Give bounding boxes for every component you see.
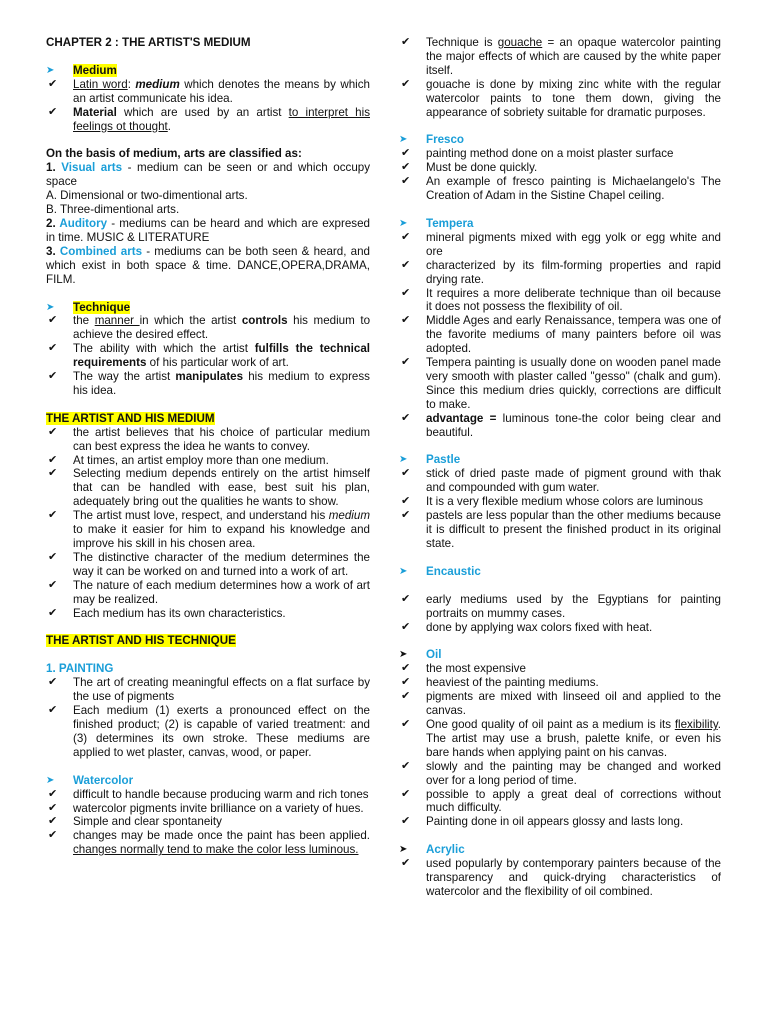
list-item <box>399 718 721 760</box>
acrylic-heading: Acrylic <box>426 843 465 857</box>
text: to make it easier for him to expand his knowledge and improve his skill in his chosen area. <box>73 523 370 550</box>
list-item <box>399 467 721 495</box>
check-icon: ✔ <box>48 509 58 522</box>
check-icon: ✔ <box>48 801 58 814</box>
check-icon: ✔ <box>401 662 411 675</box>
check-icon: ✔ <box>48 425 58 438</box>
text: luminous tone-the color being clear and beautiful. <box>426 411 721 439</box>
list-item <box>399 690 721 718</box>
list-item <box>46 579 370 607</box>
text: stick of dried paste made of pigment ground with thak and compounded with gum water. <box>426 467 721 495</box>
check-icon: ✔ <box>401 161 411 174</box>
artist-medium-heading: THE ARTIST AND HIS MEDIUM <box>46 411 215 425</box>
visual-arts-b: B. Three-dimentional arts. <box>46 203 180 217</box>
list-item <box>399 662 721 676</box>
text: pigments are mixed with linseed oil and applied to the canvas. <box>426 690 721 718</box>
text: Each medium has its own characteristics. <box>73 606 286 620</box>
text: It requires a more deliberate technique than oil because it does not possess the flexibility of oil. <box>426 286 721 314</box>
text: heaviest of the painting mediums. <box>426 676 599 690</box>
tempera-section-heading <box>399 217 721 231</box>
text: in which the artist <box>139 314 242 328</box>
text: which are used by an artist <box>116 105 289 119</box>
check-icon: ✔ <box>401 175 411 188</box>
text: slowly and the painting may be changed and worked over for a long period of time. <box>426 759 721 787</box>
check-icon: ✔ <box>48 676 58 689</box>
text: - mediums can be heard and which are expresed in time. MUSIC & LITERATURE <box>46 216 370 244</box>
medium-italic: medium <box>328 509 370 523</box>
list-item <box>399 147 721 161</box>
check-icon: ✔ <box>48 606 58 619</box>
check-icon: ✔ <box>401 314 411 327</box>
text: the artist believes that his choice of particular medium can best express the idea he wants to convey. <box>73 425 370 453</box>
check-icon: ✔ <box>48 370 58 383</box>
tempera-heading: Tempera <box>426 216 474 230</box>
text: used popularly by contemporary painters because of the transparency and quick-drying characteristics of watercolor and the flexibility of oil combined. <box>426 857 721 898</box>
text: difficult to handle because producing warm and rich tones <box>73 787 369 801</box>
list-item <box>46 78 370 106</box>
text: changes may be made once the paint has been applied. <box>73 829 370 843</box>
check-icon: ✔ <box>401 857 411 870</box>
text: Simple and clear spontaneity <box>73 815 222 829</box>
text: The artist must love, respect, and understand his <box>73 509 329 523</box>
list-item <box>46 426 370 454</box>
text: Technique is <box>426 36 498 49</box>
list-item <box>46 314 370 342</box>
check-icon: ✔ <box>48 787 58 800</box>
arrow-bullet-icon: ➤ <box>399 134 408 146</box>
list-item <box>46 370 370 398</box>
text: mineral pigments mixed with egg yolk or egg white and ore <box>426 230 721 258</box>
text: The way the artist <box>73 370 176 384</box>
material-term: Material <box>73 105 117 119</box>
list-item <box>46 551 370 579</box>
check-icon: ✔ <box>48 467 58 480</box>
text: Tempera painting is usually done on wooden panel made very smooth with plaster called "gesso" (chalk and gum). Since this medium dries quickly, corrections are difficult to make. <box>426 356 721 411</box>
text: An example of fresco painting is Michaelangelo's The Creation of Adam in the Sistine Chapel ceiling. <box>426 175 721 203</box>
check-icon: ✔ <box>401 147 411 160</box>
pastle-section-heading <box>399 453 721 467</box>
list-item <box>399 412 721 440</box>
list-item <box>46 676 370 704</box>
underlined-text: to interpret his feelings ot thought <box>73 105 370 133</box>
list-item <box>399 161 721 175</box>
text: = an opaque watercolor painting the major effects of which are caused by the white paper itself. <box>426 36 722 77</box>
check-icon: ✔ <box>48 105 58 118</box>
check-icon: ✔ <box>48 314 58 327</box>
check-icon: ✔ <box>401 467 411 480</box>
auditory-label: Auditory <box>59 216 108 230</box>
check-icon: ✔ <box>401 36 411 48</box>
text: - mediums can be both seen & heard, and which exist in both space & time. DANCE,OPERA,DRAMA, FILM. <box>46 244 370 286</box>
medium-section-heading <box>46 64 370 78</box>
list-item <box>46 815 370 829</box>
check-icon: ✔ <box>401 787 411 800</box>
text: painting method done on a moist plaster surface <box>426 147 674 161</box>
visual-arts-label: Visual arts <box>61 161 123 175</box>
list-item <box>399 815 721 829</box>
check-icon: ✔ <box>401 759 411 772</box>
visual-arts-a: A. Dimensional or two-dimentional arts. <box>46 189 248 203</box>
text: the <box>73 314 95 328</box>
text: . <box>167 119 171 133</box>
technique-heading: Technique <box>73 300 131 314</box>
check-icon: ✔ <box>401 77 411 90</box>
number: 2. <box>46 216 60 230</box>
list-item <box>399 231 721 259</box>
text: - medium can be seen or and which occupy space <box>46 161 371 189</box>
text: Each medium (1) exerts a pronounced effect on the finished product; (2) is capable of varied treatment: and (3) determines its own stroke. These mediums are applied to wet plaster, canvas, wood, or paper. <box>73 704 370 759</box>
list-item <box>46 802 370 816</box>
text: Selecting medium depends entirely on the artist himself that can be handled with ease, best suit his plan, adequately bring out the qualities he wants to show. <box>73 467 370 509</box>
text: watercolor pigments invite brilliance on a variety of hues. <box>73 801 364 815</box>
check-icon: ✔ <box>401 230 411 243</box>
encaustic-heading: Encaustic <box>426 564 481 578</box>
check-icon: ✔ <box>48 342 58 355</box>
latin-word-label: Latin word <box>73 77 128 91</box>
watercolor-heading: Watercolor <box>73 773 134 787</box>
pastle-heading: Pastle <box>426 453 461 467</box>
text: At times, an artist employ more than one medium. <box>73 453 329 467</box>
check-icon: ✔ <box>401 815 411 828</box>
arrow-bullet-icon: ➤ <box>399 454 408 466</box>
check-icon: ✔ <box>401 495 411 508</box>
list-item <box>399 356 721 412</box>
check-icon: ✔ <box>48 550 58 563</box>
list-item <box>46 454 370 468</box>
text: The distinctive character of the medium determines the way it can be worked on and turned into a work of art. <box>73 550 370 578</box>
check-icon: ✔ <box>401 676 411 689</box>
list-item <box>399 857 721 899</box>
manner-term: manner <box>94 314 140 328</box>
list-item <box>399 788 721 816</box>
list-item <box>399 287 721 315</box>
list-item <box>46 342 370 370</box>
list-item <box>399 259 721 287</box>
arrow-bullet-icon: ➤ <box>399 844 408 856</box>
list-item <box>399 676 721 690</box>
list-item <box>46 704 370 760</box>
check-icon: ✔ <box>48 453 58 466</box>
arrow-bullet-icon: ➤ <box>46 301 55 313</box>
text: which denotes the means by which an artist communicate his idea. <box>73 77 370 105</box>
check-icon: ✔ <box>401 258 411 271</box>
check-icon: ✔ <box>48 578 58 591</box>
list-item <box>46 607 370 621</box>
list-item <box>46 829 370 857</box>
auditory-entry <box>46 217 370 245</box>
text: pastels are less popular than the other mediums because it is difficult to present the finished product in its original state. <box>426 509 721 550</box>
text: One good quality of oil paint as a medium is its <box>426 717 675 731</box>
text: It is a very flexible medium whose colors are luminous <box>426 495 704 509</box>
list-item <box>399 760 721 788</box>
list-item <box>399 36 721 78</box>
text: The art of creating meaningful effects on a flat surface by the use of pigments <box>73 676 370 704</box>
list-item <box>399 78 721 120</box>
text: The ability with which the artist <box>73 342 255 356</box>
check-icon: ✔ <box>48 704 58 717</box>
visual-arts-entry <box>46 161 370 189</box>
list-item <box>399 621 721 635</box>
right-column <box>399 36 721 899</box>
check-icon: ✔ <box>48 829 58 842</box>
list-item <box>399 509 721 551</box>
artist-technique-heading: THE ARTIST AND HIS TECHNIQUE <box>46 634 236 648</box>
list-item <box>399 593 721 621</box>
combined-arts-entry <box>46 245 370 287</box>
fresco-section-heading <box>399 133 721 147</box>
combined-arts-label: Combined arts <box>59 244 143 258</box>
flexibility-term: flexibility <box>674 717 718 731</box>
technique-section-heading <box>46 301 370 315</box>
controls-term: controls <box>241 314 288 328</box>
check-icon: ✔ <box>401 411 411 424</box>
number: 1. <box>46 161 62 175</box>
acrylic-section-heading <box>399 843 721 857</box>
check-icon: ✔ <box>401 690 411 703</box>
text: the most expensive <box>426 662 526 676</box>
check-icon: ✔ <box>401 286 411 299</box>
text: Must be done quickly. <box>426 161 538 175</box>
list-item <box>46 106 370 134</box>
painting-heading: 1. PAINTING <box>46 662 114 676</box>
oil-heading: Oil <box>426 648 442 662</box>
medium-heading: Medium <box>73 63 117 77</box>
text: his medium to achieve the desired effect. <box>73 314 371 342</box>
list-item <box>399 495 721 509</box>
watercolor-section-heading <box>46 774 370 788</box>
list-item <box>46 467 370 509</box>
oil-section-heading <box>399 648 721 662</box>
arrow-bullet-icon: ➤ <box>399 217 408 229</box>
text: Middle Ages and early Renaissance, tempera was one of the favorite mediums of many painters before oil was adopted. <box>426 314 721 356</box>
list-item <box>46 509 370 551</box>
medium-term: medium <box>135 77 180 91</box>
bold-term: fulfills the technical requirements <box>73 342 370 370</box>
text: done by applying wax colors fixed with heat. <box>426 620 653 634</box>
check-icon: ✔ <box>401 620 411 633</box>
check-icon: ✔ <box>401 509 411 522</box>
gouache-term: gouache <box>497 36 543 49</box>
check-icon: ✔ <box>401 592 411 605</box>
classified-intro: On the basis of medium, arts are classified as: <box>46 147 302 161</box>
list-item <box>46 788 370 802</box>
check-icon: ✔ <box>48 77 58 90</box>
arrow-bullet-icon: ➤ <box>399 649 408 661</box>
text: Painting done in oil appears glossy and lasts long. <box>426 815 684 829</box>
left-column <box>46 36 370 857</box>
arrow-bullet-icon: ➤ <box>46 774 55 786</box>
check-icon: ✔ <box>401 717 411 730</box>
encaustic-section-heading <box>399 565 721 579</box>
text: his medium to express his idea. <box>73 370 370 397</box>
artist-medium-heading-row <box>46 412 370 426</box>
check-icon: ✔ <box>48 815 58 828</box>
text: possible to apply a great deal of corrections without much difficulty. <box>426 787 721 815</box>
fresco-heading: Fresco <box>426 133 465 147</box>
arrow-bullet-icon: ➤ <box>399 565 408 577</box>
chapter-title: CHAPTER 2 : THE ARTIST'S MEDIUM <box>46 36 251 49</box>
text: of his particular work of art. <box>146 356 289 370</box>
text: : <box>127 77 136 91</box>
list-item <box>399 175 721 203</box>
check-icon: ✔ <box>401 356 411 369</box>
advantage-label: advantage = <box>426 411 497 425</box>
text: early mediums used by the Egyptians for painting portraits on mummy cases. <box>426 592 721 620</box>
arrow-bullet-icon: ➤ <box>46 64 55 76</box>
artist-technique-heading-row <box>46 634 370 648</box>
underlined-text: changes normally tend to make the color less luminous. <box>73 843 359 857</box>
text: gouache is done by mixing zinc white with the regular watercolor paints to tone them down, giving the appearance of sobriety suitable for dramatic purposes. <box>426 77 721 119</box>
text: The nature of each medium determines how a work of art may be realized. <box>73 578 370 606</box>
text: characterized by its film-forming properties and rapid drying rate. <box>426 258 721 286</box>
list-item <box>399 314 721 356</box>
bold-term: manipulates <box>175 370 244 384</box>
number: 3. <box>46 244 60 258</box>
text: . The artist may use a brush, palette knife, or even his bare hands when applying paint on his canvas. <box>426 717 721 759</box>
